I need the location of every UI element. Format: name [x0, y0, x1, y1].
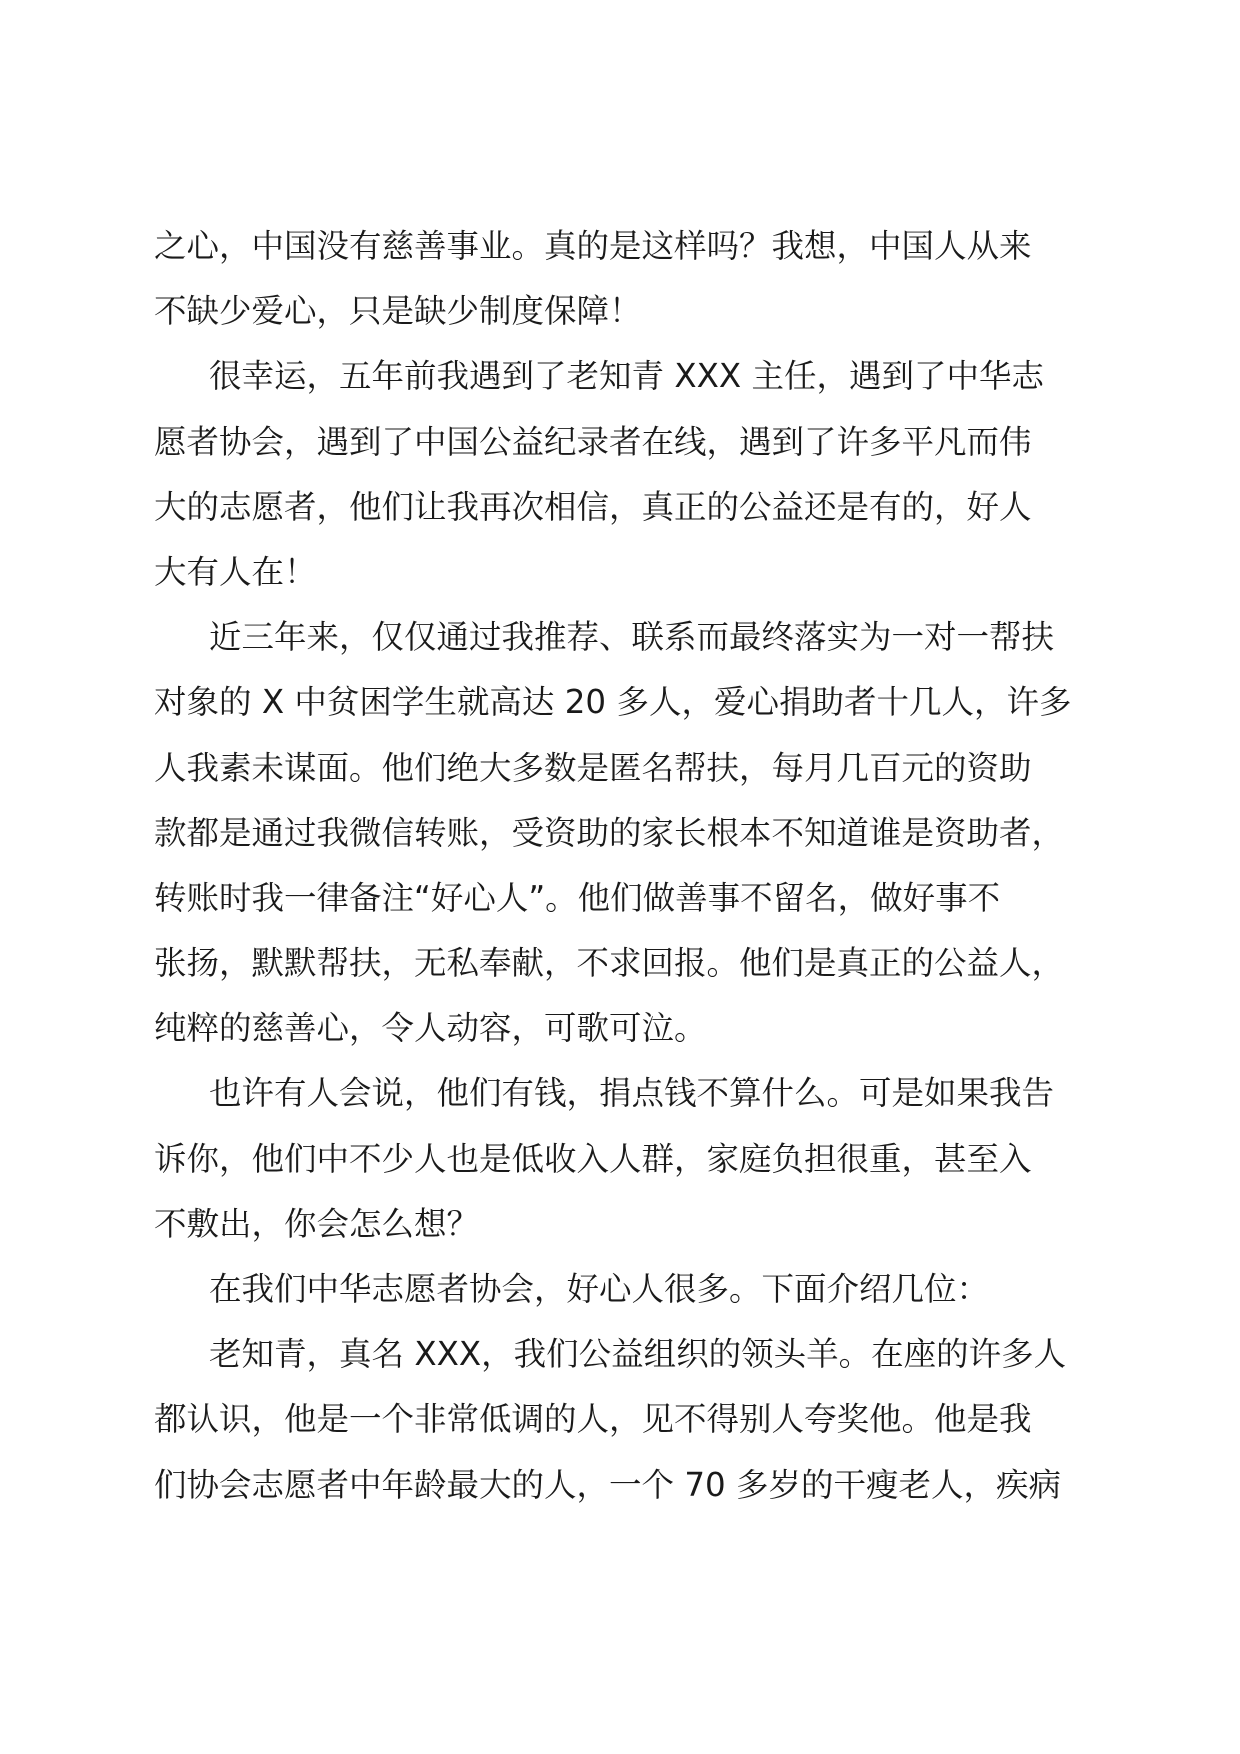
text-line: 不缺少爱心，只是缺少制度保障！ — [154, 292, 642, 331]
text-line: 不敷出，你会怎么想？ — [154, 1204, 480, 1243]
text-line: 对象的 X 中贫困学生就高达 20 多人，爱心捐助者十几人，许多 — [154, 683, 1072, 722]
text-line: 大的志愿者，他们让我再次相信，真正的公益还是有的，好人 — [154, 487, 1032, 526]
text-line: 愿者协会，遇到了中国公益纪录者在线，遇到了许多平凡而伟 — [154, 422, 1032, 461]
text-line: 诉你，他们中不少人也是低收入人群，家庭负担很重，甚至入 — [154, 1139, 1032, 1178]
paragraph-first-line: 在我们中华志愿者协会，好心人很多。下面介绍几位： — [209, 1270, 990, 1308]
paragraph-first-line: 也许有人会说，他们有钱，捐点钱不算什么。可是如果我告 — [209, 1074, 1055, 1113]
paragraph-first-line: 近三年来，仅仅通过我推荐、联系而最终落实为一对一帮扶 — [209, 618, 1055, 657]
text-line: 都认识，他是一个非常低调的人，见不得别人夸奖他。他是我 — [154, 1400, 1032, 1439]
text-line: 款都是通过我微信转账，受资助的家长根本不知道谁是资助者， — [154, 813, 1065, 852]
text-line: 人我素未谋面。他们绝大多数是匿名帮扶，每月几百元的资助 — [154, 748, 1032, 787]
text-line: 转账时我一律备注“好心人”。他们做善事不留名，做好事不 — [154, 878, 1001, 917]
text-line: 之心，中国没有慈善事业。真的是这样吗？我想，中国人从来 — [154, 227, 1032, 265]
text-line: 们协会志愿者中年龄最大的人，一个 70 多岁的干瘦老人，疾病 — [154, 1465, 1062, 1504]
text-line: 大有人在！ — [154, 552, 317, 591]
paragraph-first-line: 很幸运，五年前我遇到了老知青 XXX 主任，遇到了中华志 — [209, 357, 1044, 396]
paragraph-first-line: 老知青，真名 XXX，我们公益组织的领头羊。在座的许多人 — [209, 1335, 1067, 1374]
text-line: 张扬，默默帮扶，无私奉献，不求回报。他们是真正的公益人， — [154, 944, 1065, 983]
body-text — [154, 214, 1090, 1518]
text-line: 纯粹的慈善心，令人动容，可歌可泣。 — [154, 1009, 707, 1048]
